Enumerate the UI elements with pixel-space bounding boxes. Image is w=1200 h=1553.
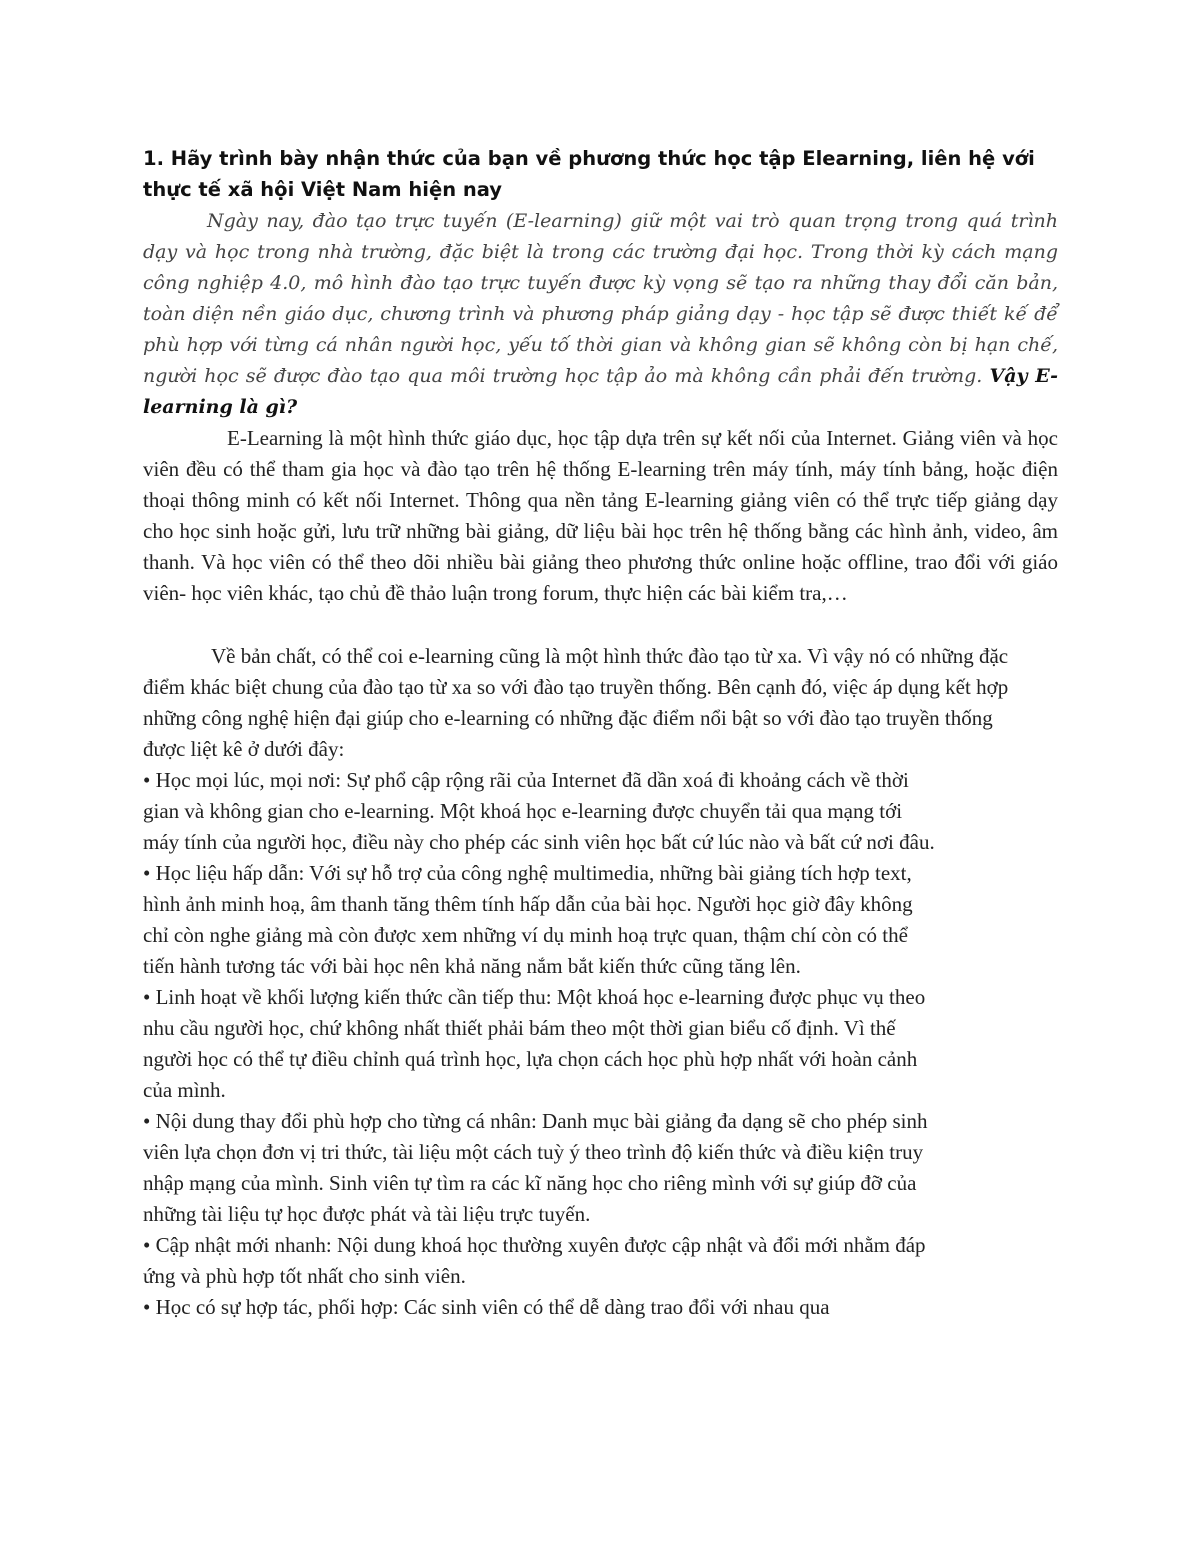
list-item: • Nội dung thay đổi phù hợp cho từng cá nhân: Danh mục bài giảng đa dạng sẽ cho phép sinh viên lựa chọn đơn vị tri thức, tài liệu một cách tuỳ ý theo trình độ kiến thức và điều kiện truy nhập mạng của mình. Sinh viên tự tìm ra các kĩ năng học cho riêng mình với sự giúp đỡ của những tài liệu tự học được phát và tài liệu trực tuyến. (143, 1109, 928, 1226)
question-heading: 1. Hãy trình bày nhận thức của bạn về phương thức học tập Elearning, liên hệ với thực tế xã hội Việt Nam hiện nay (143, 147, 1035, 201)
list-item: • Linh hoạt về khối lượng kiến thức cần tiếp thu: Một khoá học e-learning được phục vụ theo nhu cầu người học, chứ không nhất thiết phải bám theo một thời gian biểu cố định. Vì thế người học có thể tự điều chỉnh quá trình học, lựa chọn cách học phù hợp nhất với hoàn cảnh của mình. (143, 985, 926, 1102)
list-item: • Học liệu hấp dẫn: Với sự hỗ trợ của công nghệ multimedia, những bài giảng tích hợp text, hình ảnh minh hoạ, âm thanh tăng thêm tính hấp dẫn của bài học. Người học giờ đây không chỉ còn nghe giảng mà còn được xem những ví dụ minh hoạ trực quan, thậm chí còn có thể tiến hành tương tác với bài học nên khả năng nắm bắt kiến thức cũng tăng lên. (143, 861, 913, 978)
definition-paragraph: E-Learning là một hình thức giáo dục, học tập dựa trên sự kết nối của Internet. Giảng viên và học viên đều có thể tham gia học và đào tạo trên hệ thống E-learning trên máy tính, máy tính bảng, hoặc điện thoại thông minh có kết nối Internet. Thông qua nền tảng E-learning giảng viên có thể trực tiếp giảng dạy cho học sinh hoặc gửi, lưu trữ những bài giảng, dữ liệu bài học trên hệ thống bằng các hình ảnh, video, âm thanh. Và học viên có thể theo dõi nhiều bài giảng theo phương thức online hoặc offline, trao đổi với giáo viên- học viên khác, tạo chủ đề thảo luận trong forum, thực hiện các bài kiểm tra,… (143, 426, 1058, 605)
list-item: • Học mọi lúc, mọi nơi: Sự phổ cập rộng rãi của Internet đã dần xoá đi khoảng cách về thời gian và không gian cho e-learning. Một khoá học e-learning được chuyển tải qua mạng tới máy tính của người học, điều này cho phép các sinh viên học bất cứ lúc nào và bất cứ nơi đâu. (143, 768, 935, 854)
features-list (143, 765, 943, 1323)
nature-paragraph: Về bản chất, có thể coi e-learning cũng là một hình thức đào tạo từ xa. Vì vậy nó có những đặc điểm khác biệt chung của đào tạo từ xa so với đào tạo truyền thống. Bên cạnh đó, việc áp dụng kết hợp những công nghệ hiện đại giúp cho e-learning có những đặc điểm nổi bật so với đào tạo truyền thống được liệt kê ở dưới đây: (143, 644, 1009, 761)
intro-paragraph (143, 206, 1058, 423)
intro-text: Ngày nay, đào tạo trực tuyến (E-learning) giữ một vai trò quan trọng trong quá trình dạy và học trong nhà trường, đặc biệt là trong các trường đại học. Trong thời kỳ cách mạng công nghiệp 4.0, mô hình đào tạo trực tuyến được kỳ vọng sẽ tạo ra những thay đổi căn bản, toàn diện nền giáo dục, chương trình và phương pháp giảng dạy - học tập sẽ được thiết kế để phù hợp với từng cá nhân người học, yếu tố thời gian và không gian sẽ không còn bị hạn chế, người học sẽ được đào tạo qua môi trường học tập ảo mà không cần phải đến trường. (143, 210, 1058, 387)
list-item: • Học có sự hợp tác, phối hợp: Các sinh viên có thể dễ dàng trao đổi với nhau qua (143, 1295, 830, 1319)
list-item: • Cập nhật mới nhanh: Nội dung khoá học thường xuyên được cập nhật và đổi mới nhằm đáp ứng và phù hợp tốt nhất cho sinh viên. (143, 1233, 926, 1288)
intro-emphasis: Vậy E-learning là gì? (143, 365, 1058, 418)
